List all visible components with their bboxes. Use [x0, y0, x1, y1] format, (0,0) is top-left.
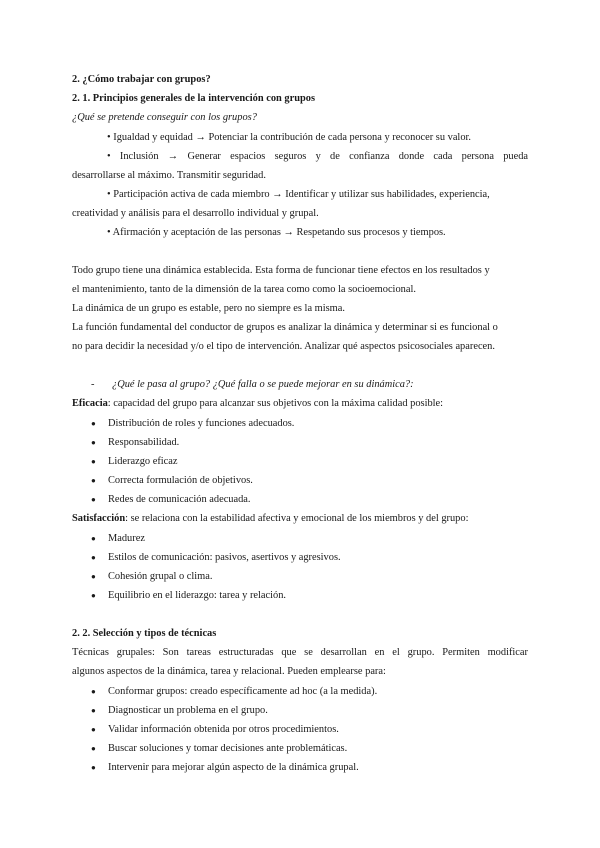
bullet-icon: ●	[91, 744, 96, 753]
satisfaccion-definition	[72, 512, 468, 525]
principle-item: • Afirmación y aceptación de las personas → Respetando sus procesos y tiempos.	[107, 227, 446, 238]
list-item: Madurez	[108, 533, 145, 544]
bullet-icon: ●	[91, 572, 96, 581]
bullet-icon: ●	[91, 476, 96, 485]
eficacia-definition	[72, 397, 443, 410]
list-item: Estilos de comunicación: pasivos, asertivos y agresivos.	[108, 552, 341, 563]
principle-item: • Inclusión → Generar espacios seguros y de confianza donde cada persona pueda	[107, 151, 528, 162]
list-item: Correcta formulación de objetivos.	[108, 475, 253, 486]
list-item: Validar información obtenida por otros procedimientos.	[108, 724, 339, 735]
bullet-icon: ●	[91, 457, 96, 466]
paragraph-line: Todo grupo tiene una dinámica establecida. Esta forma de funcionar tiene efectos en los resultados y	[72, 265, 490, 276]
section-question: ¿Qué se pretende conseguir con los grupos?	[72, 112, 257, 123]
section-2-2-heading: 2. 2. Selección y tipos de técnicas	[72, 628, 217, 639]
principle-item: • Participación activa de cada miembro → Identificar y utilizar sus habilidades, experiencia,	[107, 189, 490, 200]
principle-item-continued: creatividad y análisis para el desarrollo individual y grupal.	[72, 208, 319, 219]
principle-item: • Igualdad y equidad → Potenciar la contribución de cada persona y reconocer su valor.	[107, 132, 472, 143]
list-item: Distribución de roles y funciones adecuados.	[108, 418, 295, 429]
satisfaccion-text: : se relaciona con la estabilidad afectiva y emocional de los miembros y del grupo:	[125, 513, 469, 524]
dynamics-question: ¿Qué le pasa al grupo? ¿Qué falla o se puede mejorar en su dinámica?:	[112, 379, 414, 390]
bullet-icon: ●	[91, 419, 96, 428]
bullet-icon: ●	[91, 438, 96, 447]
dash-marker: -	[91, 379, 95, 390]
principle-item-continued: desarrollarse al máximo. Transmitir seguridad.	[72, 170, 266, 181]
bullet-icon: ●	[91, 591, 96, 600]
list-item: Buscar soluciones y tomar decisiones ante problemáticas.	[108, 743, 348, 754]
list-item: Responsabilidad.	[108, 437, 180, 448]
paragraph-line: La dinámica de un grupo es estable, pero no siempre es la misma.	[72, 303, 345, 314]
paragraph-line: La función fundamental del conductor de grupos es analizar la dinámica y determinar si es funcional o	[72, 322, 498, 333]
bullet-icon: ●	[91, 763, 96, 772]
bullet-icon: ●	[91, 534, 96, 543]
list-item: Intervenir para mejorar algún aspecto de la dinámica grupal.	[108, 762, 359, 773]
paragraph-line: el mantenimiento, tanto de la dimensión de la tarea como como la socioemocional.	[72, 284, 416, 295]
eficacia-term: Eficacia	[72, 398, 108, 409]
paragraph-line: no para decidir la necesidad y/o el tipo de intervención. Analizar qué aspectos psicosociales aparecen.	[72, 341, 495, 352]
section-2-1-heading: 2. 1. Principios generales de la intervención con grupos	[72, 93, 316, 104]
list-item: Diagnosticar un problema en el grupo.	[108, 705, 268, 716]
bullet-icon: ●	[91, 553, 96, 562]
bullet-icon: ●	[91, 706, 96, 715]
eficacia-text: : capacidad del grupo para alcanzar sus objetivos con la máxima calidad posible:	[107, 398, 444, 409]
list-item: Conformar grupos: creado específicamente ad hoc (a la medida).	[108, 686, 378, 697]
satisfaccion-term: Satisfacción	[72, 513, 126, 524]
list-item: Redes de comunicación adecuada.	[108, 494, 251, 505]
paragraph-line: algunos aspectos de la dinámica, tarea y relacional. Pueden emplearse para:	[72, 666, 386, 677]
main-heading: 2. ¿Cómo trabajar con grupos?	[72, 74, 211, 85]
list-item: Equilibrio en el liderazgo: tarea y relación.	[108, 590, 287, 601]
paragraph-line: Técnicas grupales: Son tareas estructuradas que se desarrollan en el grupo. Permiten modificar	[72, 647, 528, 658]
bullet-icon: ●	[91, 495, 96, 504]
bullet-icon: ●	[91, 687, 96, 696]
bullet-icon: ●	[91, 725, 96, 734]
list-item: Cohesión grupal o clima.	[108, 571, 213, 582]
list-item: Liderazgo eficaz	[108, 456, 178, 467]
